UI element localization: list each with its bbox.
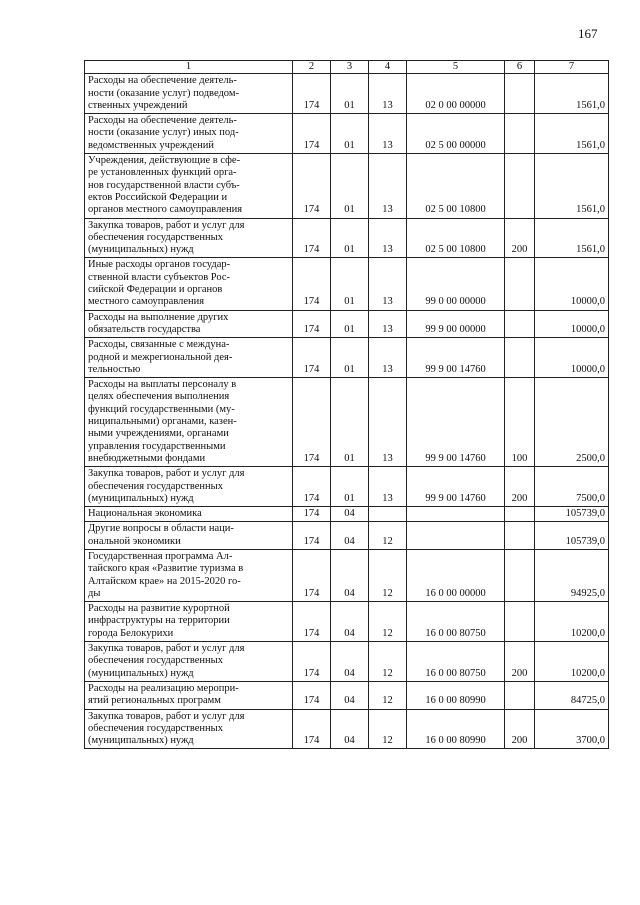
budget-table [84, 60, 609, 749]
section-code-cell: 04 [331, 709, 369, 749]
subsection-code-cell: 12 [369, 642, 407, 682]
section-code-cell: 01 [331, 467, 369, 507]
expense-name-cell: Расходы на реализацию меропри- ятий региональных программ [85, 681, 293, 709]
expense-type-cell [505, 338, 535, 378]
ministry-code-cell: 174 [293, 681, 331, 709]
section-code-cell: 01 [331, 74, 369, 114]
expense-type-cell [505, 310, 535, 338]
expense-type-cell: 200 [505, 218, 535, 258]
target-article-cell: 99 0 00 00000 [407, 258, 505, 310]
target-article-cell: 99 9 00 14760 [407, 467, 505, 507]
expense-type-cell [505, 258, 535, 310]
target-article-cell [407, 507, 505, 522]
ministry-code-cell: 174 [293, 378, 331, 467]
table-row [85, 114, 609, 154]
page-number: 167 [578, 26, 598, 41]
amount-cell: 10200,0 [535, 642, 609, 682]
subsection-code-cell: 13 [369, 378, 407, 467]
expense-type-cell [505, 114, 535, 154]
section-code-cell: 01 [331, 338, 369, 378]
subsection-code-cell: 13 [369, 338, 407, 378]
subsection-code-cell: 12 [369, 522, 407, 550]
target-article-cell: 02 5 00 10800 [407, 218, 505, 258]
expense-type-cell [505, 549, 535, 601]
table-row [85, 310, 609, 338]
expense-name-cell: Закупка товаров, работ и услуг для обеспечения государственных (муниципальных) нужд [85, 642, 293, 682]
ministry-code-cell: 174 [293, 310, 331, 338]
amount-cell: 1561,0 [535, 154, 609, 218]
target-article-cell: 99 9 00 14760 [407, 378, 505, 467]
subsection-code-cell: 12 [369, 602, 407, 642]
amount-cell: 1561,0 [535, 74, 609, 114]
target-article-cell: 16 0 00 80750 [407, 642, 505, 682]
section-code-cell: 04 [331, 549, 369, 601]
expense-type-cell [505, 681, 535, 709]
amount-cell: 10200,0 [535, 602, 609, 642]
column-header: 5 [407, 61, 505, 74]
expense-type-cell [505, 522, 535, 550]
expense-name-cell: Расходы на выполнение других обязательств государства [85, 310, 293, 338]
amount-cell: 10000,0 [535, 258, 609, 310]
amount-cell: 7500,0 [535, 467, 609, 507]
target-article-cell: 16 0 00 00000 [407, 549, 505, 601]
ministry-code-cell: 174 [293, 642, 331, 682]
column-header: 6 [505, 61, 535, 74]
ministry-code-cell: 174 [293, 154, 331, 218]
amount-cell: 3700,0 [535, 709, 609, 749]
ministry-code-cell: 174 [293, 709, 331, 749]
table-row [85, 338, 609, 378]
amount-cell: 10000,0 [535, 310, 609, 338]
ministry-code-cell: 174 [293, 522, 331, 550]
ministry-code-cell: 174 [293, 338, 331, 378]
amount-cell: 94925,0 [535, 549, 609, 601]
table-row [85, 642, 609, 682]
section-code-cell: 01 [331, 114, 369, 154]
target-article-cell: 99 9 00 00000 [407, 310, 505, 338]
expense-name-cell: Другие вопросы в области наци- ональной экономики [85, 522, 293, 550]
subsection-code-cell: 12 [369, 709, 407, 749]
ministry-code-cell: 174 [293, 114, 331, 154]
expense-name-cell: Расходы, связанные с междуна- родной и межрегиональной дея- тельностью [85, 338, 293, 378]
subsection-code-cell: 13 [369, 467, 407, 507]
table-row [85, 467, 609, 507]
subsection-code-cell: 13 [369, 154, 407, 218]
table-row [85, 218, 609, 258]
table-row [85, 681, 609, 709]
amount-cell: 1561,0 [535, 218, 609, 258]
column-header: 7 [535, 61, 609, 74]
target-article-cell: 02 5 00 00000 [407, 114, 505, 154]
expense-type-cell [505, 74, 535, 114]
target-article-cell [407, 522, 505, 550]
section-code-cell: 04 [331, 507, 369, 522]
section-code-cell: 04 [331, 602, 369, 642]
column-header: 1 [85, 61, 293, 74]
ministry-code-cell: 174 [293, 467, 331, 507]
column-header: 3 [331, 61, 369, 74]
expense-type-cell [505, 507, 535, 522]
expense-type-cell: 100 [505, 378, 535, 467]
amount-cell: 1561,0 [535, 114, 609, 154]
table-row [85, 74, 609, 114]
table-row [85, 258, 609, 310]
section-code-cell: 01 [331, 154, 369, 218]
subsection-code-cell: 13 [369, 218, 407, 258]
section-code-cell: 04 [331, 642, 369, 682]
ministry-code-cell: 174 [293, 507, 331, 522]
subsection-code-cell [369, 507, 407, 522]
expense-name-cell: Закупка товаров, работ и услуг для обеспечения государственных (муниципальных) нужд [85, 709, 293, 749]
subsection-code-cell: 12 [369, 681, 407, 709]
expense-name-cell: Закупка товаров, работ и услуг для обеспечения государственных (муниципальных) нужд [85, 218, 293, 258]
expense-name-cell: Закупка товаров, работ и услуг для обеспечения государственных (муниципальных) нужд [85, 467, 293, 507]
subsection-code-cell: 13 [369, 258, 407, 310]
section-code-cell: 01 [331, 378, 369, 467]
table-row [85, 549, 609, 601]
table-row [85, 378, 609, 467]
expense-type-cell: 200 [505, 467, 535, 507]
section-code-cell: 01 [331, 218, 369, 258]
subsection-code-cell: 13 [369, 114, 407, 154]
ministry-code-cell: 174 [293, 218, 331, 258]
expense-name-cell: Расходы на обеспечение деятель- ности (оказание услуг) подведом- ственных учреждений [85, 74, 293, 114]
ministry-code-cell: 174 [293, 549, 331, 601]
target-article-cell: 02 5 00 10800 [407, 154, 505, 218]
expense-name-cell: Учреждения, действующие в сфе- ре установленных функций орга- нов государственной власти субъ- ектов Российской Федерации и органов местного самоуправления [85, 154, 293, 218]
expense-type-cell [505, 154, 535, 218]
section-code-cell: 01 [331, 310, 369, 338]
target-article-cell: 16 0 00 80990 [407, 681, 505, 709]
subsection-code-cell: 13 [369, 310, 407, 338]
table-row [85, 522, 609, 550]
ministry-code-cell: 174 [293, 602, 331, 642]
section-code-cell: 04 [331, 681, 369, 709]
expense-name-cell: Национальная экономика [85, 507, 293, 522]
expense-name-cell: Расходы на развитие курортной инфраструктуры на территории города Белокурихи [85, 602, 293, 642]
table-row [85, 154, 609, 218]
subsection-code-cell: 12 [369, 549, 407, 601]
column-header: 2 [293, 61, 331, 74]
target-article-cell: 16 0 00 80990 [407, 709, 505, 749]
expense-type-cell [505, 602, 535, 642]
amount-cell: 105739,0 [535, 507, 609, 522]
table-row [85, 709, 609, 749]
ministry-code-cell: 174 [293, 74, 331, 114]
expense-name-cell: Расходы на выплаты персоналу в целях обеспечения выполнения функций государственными (му- ниципальными) органами, казен- ными учреждениями, органами управления государственными внебюджетными фондами [85, 378, 293, 467]
table-header-row [85, 61, 609, 74]
target-article-cell: 02 0 00 00000 [407, 74, 505, 114]
ministry-code-cell: 174 [293, 258, 331, 310]
expense-type-cell: 200 [505, 709, 535, 749]
expense-name-cell: Иные расходы органов государ- ственной власти субъектов Рос- сийской Федерации и органов местного самоуправления [85, 258, 293, 310]
expense-type-cell: 200 [505, 642, 535, 682]
expense-name-cell: Государственная программа Ал- тайского края «Развитие туризма в Алтайском крае» на 2015-2020 го- ды [85, 549, 293, 601]
expense-name-cell: Расходы на обеспечение деятель- ности (оказание услуг) иных под- ведомственных учреждений [85, 114, 293, 154]
table-row [85, 602, 609, 642]
target-article-cell: 16 0 00 80750 [407, 602, 505, 642]
subsection-code-cell: 13 [369, 74, 407, 114]
table-row [85, 507, 609, 522]
column-header: 4 [369, 61, 407, 74]
amount-cell: 10000,0 [535, 338, 609, 378]
section-code-cell: 01 [331, 258, 369, 310]
amount-cell: 2500,0 [535, 378, 609, 467]
amount-cell: 84725,0 [535, 681, 609, 709]
section-code-cell: 04 [331, 522, 369, 550]
target-article-cell: 99 9 00 14760 [407, 338, 505, 378]
amount-cell: 105739,0 [535, 522, 609, 550]
